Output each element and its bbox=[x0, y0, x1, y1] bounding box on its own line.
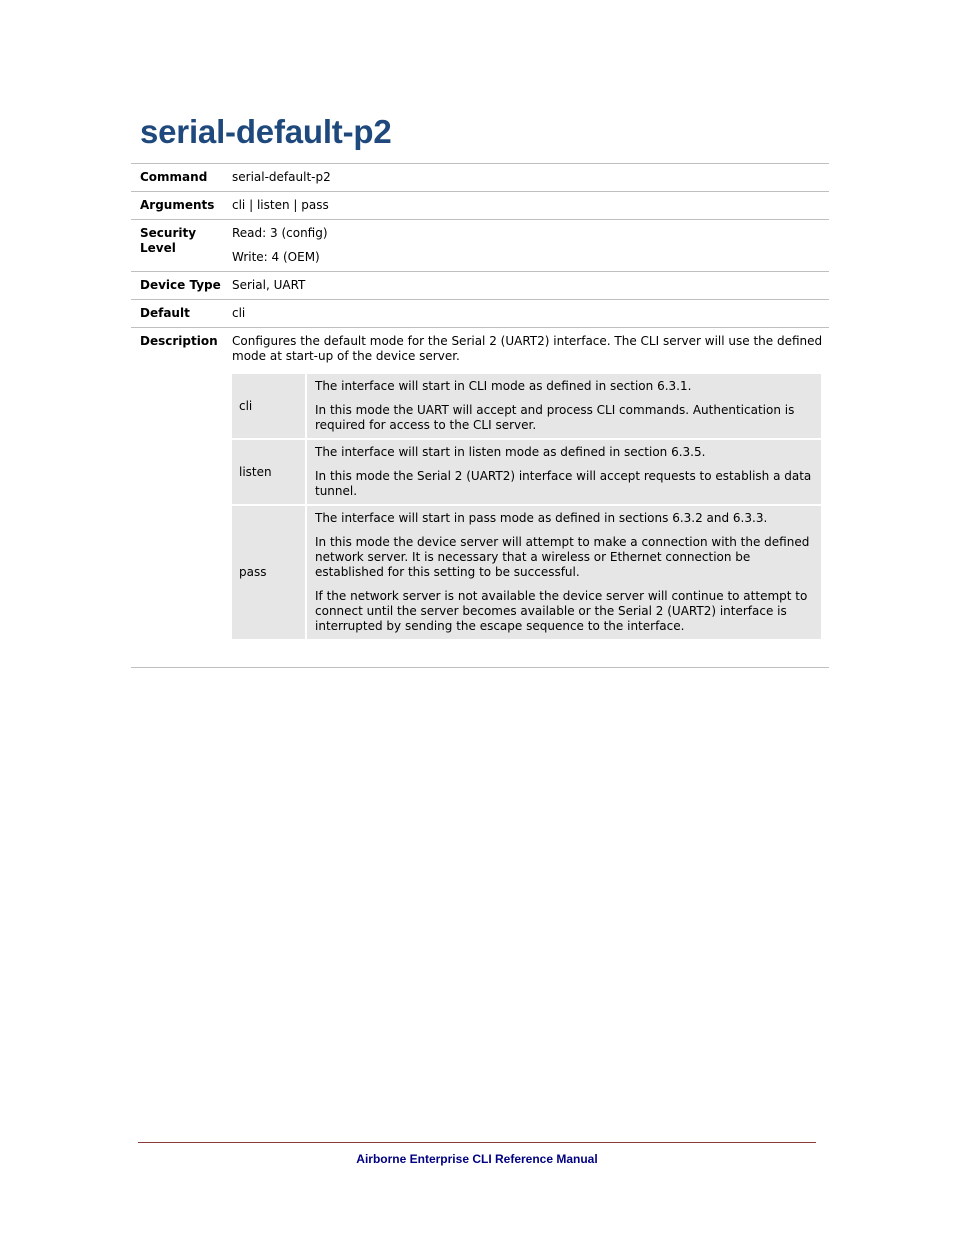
footer-title: Airborne Enterprise CLI Reference Manual bbox=[356, 1152, 598, 1166]
row-arguments bbox=[131, 192, 829, 220]
row-description bbox=[131, 328, 829, 668]
option-paragraph: The interface will start in CLI mode as defined in section 6.3.1. bbox=[315, 379, 692, 393]
option-paragraph: In this mode the UART will accept and process CLI commands. Authentication is required for access to the CLI server. bbox=[315, 403, 795, 432]
arguments-value: cli | listen | pass bbox=[222, 192, 829, 220]
options-table bbox=[230, 372, 823, 641]
option-paragraph: The interface will start in pass mode as defined in sections 6.3.2 and 6.3.3. bbox=[315, 511, 768, 525]
option-description bbox=[307, 506, 821, 639]
default-label: Default bbox=[131, 300, 222, 328]
command-value: serial-default-p2 bbox=[222, 164, 829, 192]
description-value bbox=[222, 328, 829, 668]
arguments-label: Arguments bbox=[131, 192, 222, 220]
description-text: Configures the default mode for the Serial 2 (UART2) interface. The CLI server will use the defined mode at start-up of the device server. bbox=[232, 334, 823, 363]
description-label: Description bbox=[131, 328, 222, 668]
command-table bbox=[131, 163, 829, 668]
option-name: listen bbox=[232, 440, 305, 504]
option-description bbox=[307, 440, 821, 504]
option-name: cli bbox=[232, 374, 305, 438]
row-default bbox=[131, 300, 829, 328]
security-read: Read: 3 (config) bbox=[232, 226, 328, 240]
option-row-listen bbox=[232, 440, 821, 504]
security-write: Write: 4 (OEM) bbox=[232, 250, 320, 264]
footer-divider bbox=[138, 1142, 816, 1143]
row-device-type bbox=[131, 272, 829, 300]
page-title: serial-default-p2 bbox=[140, 113, 392, 150]
option-paragraph: In this mode the device server will attempt to make a connection with the defined network server. It is necessary that a wireless or Ethernet connection be established for this setting to be successful. bbox=[315, 535, 810, 579]
row-security-level bbox=[131, 220, 829, 272]
default-value: cli bbox=[222, 300, 829, 328]
device-type-label: Device Type bbox=[131, 272, 222, 300]
device-type-value: Serial, UART bbox=[222, 272, 829, 300]
security-level-value bbox=[222, 220, 829, 272]
option-paragraph: In this mode the Serial 2 (UART2) interface will accept requests to establish a data tunnel. bbox=[315, 469, 812, 498]
row-command bbox=[131, 164, 829, 192]
option-row-pass bbox=[232, 506, 821, 639]
command-label: Command bbox=[131, 164, 222, 192]
option-paragraph: If the network server is not available the device server will continue to attempt to connect until the server becomes available or the Serial 2 (UART2) interface is interrupted by sending the escape sequence to the interface. bbox=[315, 589, 808, 633]
security-level-label: Security Level bbox=[131, 220, 222, 272]
option-row-cli bbox=[232, 374, 821, 438]
option-paragraph: The interface will start in listen mode as defined in section 6.3.5. bbox=[315, 445, 706, 459]
option-description bbox=[307, 374, 821, 438]
option-name: pass bbox=[232, 506, 305, 639]
